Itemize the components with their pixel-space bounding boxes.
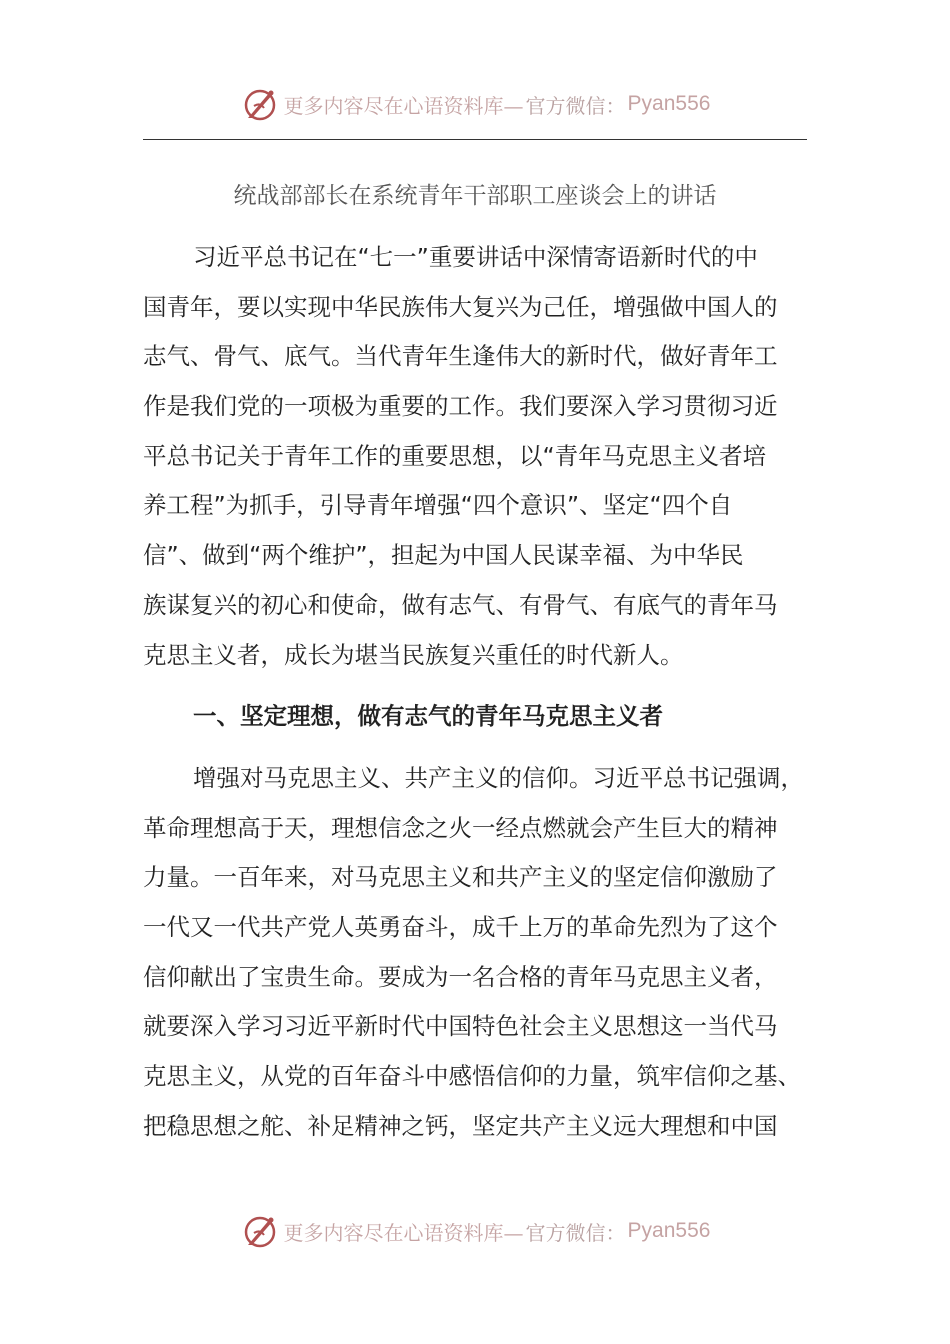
text-line: 把稳思想之舵、补足精神之钙，坚定共产主义远大理想和中国: [143, 1111, 778, 1140]
text-line: 克思主义，从党的百年奋斗中感悟信仰的力量，筑牢信仰之基、: [143, 1062, 801, 1091]
banner-wechat-id: Pyan556: [627, 1219, 711, 1242]
text-line: 平总书记关于青年工作的重要思想，以“青年马克思主义者培: [143, 441, 767, 470]
quill-logo-icon: [240, 84, 280, 124]
text-line: 养工程”为抓手，引导青年增强“四个意识”、坚定“四个自: [143, 491, 733, 520]
text-line: 国青年，要以实现中华民族伟大复兴为己任，增强做中国人的: [143, 292, 778, 321]
text-line: 一代又一代共产党人英勇奋斗，成千上万的革命先烈为了这个: [143, 913, 778, 942]
section-heading-block: [143, 692, 807, 742]
paragraph-1: [143, 233, 807, 680]
banner-wechat-label: 官方微信：: [525, 93, 626, 118]
text-line: 族谋复兴的初心和使命，做有志气、有骨气、有底气的青年马: [143, 590, 778, 619]
text-line: 志气、骨气、底气。当代青年生逢伟大的新时代，做好青年工: [143, 342, 778, 371]
text-line: 信”、做到“两个维护”，担起为中国人民谋幸福、为中华民: [143, 541, 744, 570]
text-line: 革命理想高于天，理想信念之火一经点燃就会产生巨大的精神: [143, 813, 778, 842]
document-title: 统战部部长在系统青年干部职工座谈会上的讲话: [233, 183, 717, 209]
paragraph-2: [143, 754, 807, 1152]
header-banner: [0, 82, 950, 126]
banner-wechat-id: Pyan556: [627, 92, 711, 115]
footer-banner: [0, 1209, 950, 1253]
text-line: 克思主义者，成长为堪当民族复兴重任的时代新人。: [143, 640, 684, 669]
banner-wechat-label: 官方微信：: [525, 1220, 626, 1245]
header-divider: [143, 139, 807, 140]
text-line: 作是我们党的一项极为重要的工作。我们要深入学习贯彻习近: [143, 392, 778, 421]
section-heading: 一、坚定理想，做有志气的青年马克思主义者: [193, 702, 663, 730]
text-line: 就要深入学习习近平新时代中国特色社会主义思想这一当代马: [143, 1012, 778, 1041]
text-line: 力量。一百年来，对马克思主义和共产主义的坚定信仰激励了: [143, 863, 778, 892]
text-line: 习近平总书记在“七一”重要讲话中深情寄语新时代的中: [193, 243, 758, 271]
banner-text: 更多内容尽在心语资料库—: [283, 1220, 524, 1245]
text-line: 增强对马克思主义、共产主义的信仰。习近平总书记强调，: [193, 764, 804, 792]
quill-logo-icon: [240, 1211, 280, 1251]
banner-text: 更多内容尽在心语资料库—: [283, 93, 524, 118]
text-line: 信仰献出了宝贵生命。要成为一名合格的青年马克思主义者，: [143, 962, 778, 991]
